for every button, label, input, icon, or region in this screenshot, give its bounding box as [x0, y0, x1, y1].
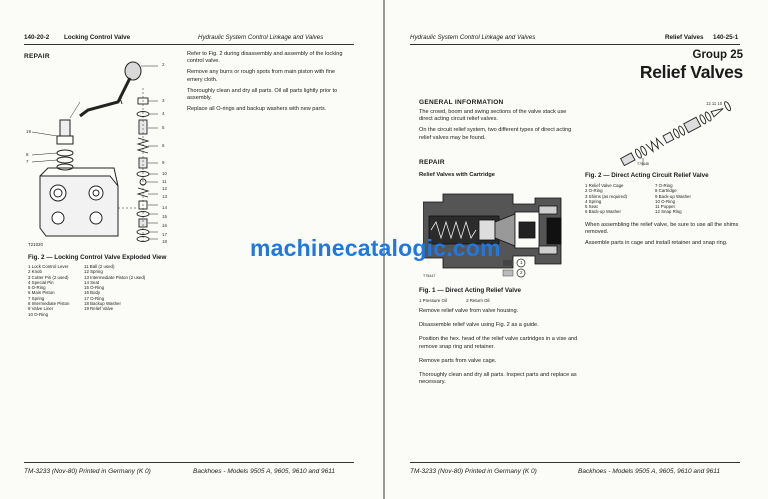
general-paragraph: On the circuit relief system, two different types of direct acting relief valves may be found. [419, 127, 572, 141]
locking-valve-exploded-drawing [30, 58, 180, 248]
relief-valve-parts-drawing [613, 100, 738, 166]
legend-item: 8 Intermediate Piston [28, 301, 70, 307]
legend-item: 19 Relief Valve [84, 306, 114, 312]
legend-item: 12 Snap Ring [655, 209, 682, 215]
callout-18: 18 [162, 239, 168, 244]
group-label: Group 25 [692, 49, 743, 61]
callout-5: 5 [162, 125, 165, 130]
legend-item: 1 Pressure Oil [419, 298, 447, 303]
legend-item: 3 Shims (as required) [585, 193, 627, 199]
callout-12: 12 [162, 186, 168, 191]
right-page-number: 140-25-1 [713, 34, 739, 41]
callout-3: 3 [162, 98, 165, 103]
legend-item: 9 Valve Liner [28, 306, 54, 312]
left-repair-heading: REPAIR [24, 53, 50, 60]
legend-item: 6 Main Piston [28, 290, 55, 296]
watermark-text: machinecatalogic.com [250, 235, 501, 261]
repair-step: Thoroughly clean and dry all parts. Inspect parts and replace as necessary. [419, 372, 577, 386]
fig1-legend [419, 298, 490, 303]
right-header-rule [410, 44, 740, 45]
callout-2: 2 [162, 62, 165, 67]
left-header-rule [24, 44, 354, 45]
repair-step: Position the hex. head of the relief valve cartridges in a vise and remove snap ring and retainer. [419, 336, 578, 350]
legend-item: 8 Cartridge [655, 188, 677, 194]
legend-column-1 [28, 264, 80, 317]
fig2-legend [585, 183, 725, 215]
legend-item: 17 O-Ring [84, 295, 105, 301]
legend-item: 4 Special Pin [28, 279, 54, 285]
legend-item: 11 Ball (2 used) [84, 264, 115, 269]
left-footer: TM-3233 (Nov-80) Printed in Germany (K 0) [24, 468, 151, 475]
left-figure-code: T21020 [28, 242, 43, 247]
assembly-paragraph: When assembling the relief valve, be sure to use all the shims removed. [585, 222, 739, 236]
legend-item: 1 Lock Control Lever [28, 264, 69, 269]
callout-7: 7 [26, 159, 29, 164]
left-instructions [187, 51, 352, 113]
legend-item: 15 O-Ring [84, 285, 105, 291]
right-page-header-title: Relief Valves [665, 34, 704, 41]
instruction-paragraph: Remove any burrs or rough spots from main piston with fine emery cloth. [187, 69, 335, 83]
repair-step: Remove relief valve from valve housing. [419, 308, 519, 314]
fig1-caption: Fig. 1 — Direct Acting Relief Valve [419, 287, 521, 294]
callout-15: 15 [162, 214, 168, 219]
general-info-heading: GENERAL INFORMATION [419, 99, 504, 106]
legend-item: 2 Knob [28, 269, 42, 275]
left-footer-models: Backhoes - Models 9505 A, 9605, 9610 and 9611 [193, 468, 336, 475]
legend-column-2 [655, 183, 725, 215]
right-footer-rule [410, 462, 740, 463]
callout-11: 11 [162, 179, 167, 184]
direct-acting-relief-valve-drawing [423, 184, 563, 279]
legend-item: 7 O-Ring [655, 183, 673, 188]
callout-16: 16 [162, 223, 168, 228]
callout-10: 10 [162, 171, 168, 176]
legend-column-1 [585, 183, 651, 215]
instruction-paragraph: Replace all O-rings and backup washers with new parts. [187, 106, 327, 113]
fig2-callout: 12 [706, 101, 711, 106]
right-footer: TM-3233 (Nov-80) Printed in Germany (K 0) [410, 468, 537, 475]
fig1-marker-1: 1 [520, 260, 523, 265]
left-footer-rule [24, 462, 354, 463]
callout-9: 9 [162, 160, 165, 165]
right-repair-heading: REPAIR [419, 159, 445, 166]
general-paragraph: The crowd, boom and swing sections of the valve stack use direct acting circuit relief valves. [419, 109, 567, 123]
fig1-marker-2: 2 [520, 270, 523, 275]
callout-4: 4 [162, 111, 165, 116]
right-footer-models: Backhoes - Models 9505 A, 9605, 9610 and 9611 [578, 468, 721, 475]
callout-14: 14 [162, 205, 168, 210]
assembly-notes [585, 222, 743, 248]
instruction-paragraph: Refer to Fig. 2 during disassembly and assembly of the locking control valve. [187, 51, 343, 65]
legend-item: 16 Body [84, 290, 101, 296]
fig2-callout-numbers [706, 101, 722, 106]
fig2-code: T75448 [637, 162, 649, 166]
legend-item: 18 Backup Washer [84, 301, 121, 307]
legend-item: 1 Relief Valve Cage [585, 183, 624, 188]
legend-item: 3 Cotter Pin (2 used) [28, 274, 69, 280]
legend-item: 5 Seat [585, 204, 598, 210]
legend-item: 9 Back-up Washer [655, 193, 691, 199]
legend-item: 5 O-Ring [28, 285, 46, 291]
left-figure-caption: Fig. 2 — Locking Control Valve Exploded View [28, 254, 167, 261]
callout-6: 6 [162, 143, 165, 148]
callout-1: 1 [120, 95, 123, 100]
legend-item: 6 Back-up Washer [585, 209, 621, 215]
legend-item: 2 O-Ring [585, 188, 603, 194]
legend-item: 14 Seat [84, 279, 100, 285]
repair-steps [419, 308, 579, 386]
left-figure-legend [28, 264, 184, 317]
callout-19: 19 [26, 129, 32, 134]
left-page-header-title: Locking Control Valve [64, 34, 131, 41]
general-info-text [419, 109, 577, 142]
legend-item: 7 Spring [28, 295, 45, 301]
page-title: Relief Valves [639, 62, 743, 82]
assembly-paragraph: Assemble parts in cage and install retainer and snap ring. [585, 240, 728, 247]
repair-step: Remove parts from valve cage. [419, 357, 497, 364]
legend-item: 11 Poppet [655, 204, 675, 210]
legend-item: 2 Return Oil [466, 298, 490, 303]
fig1-code: T75447 [423, 274, 436, 278]
left-page-number: 140-20-2 [24, 34, 50, 41]
legend-column-2 [84, 264, 184, 317]
legend-item: 4 Spring [585, 198, 602, 204]
instruction-paragraph: Thoroughly clean and dry all parts. Oil all parts lightly prior to assembly. [187, 87, 338, 102]
subsection-heading: Relief Valves with Cartridge [419, 172, 496, 178]
left-page-header-section: Hydraulic System Control Linkage and Valves [198, 34, 324, 41]
legend-item: 12 Spring [84, 269, 103, 275]
legend-item: 10 O-Ring [28, 311, 49, 317]
fig2-callout: 10 [717, 101, 723, 106]
callout-17: 17 [162, 232, 168, 237]
fig2-callout: 11 [711, 101, 717, 106]
callout-8: 8 [26, 152, 29, 157]
right-page-header-section: Hydraulic System Control Linkage and Valves [410, 34, 536, 41]
legend-item: 13 Intermediate Piston (2 used) [84, 274, 146, 280]
legend-item: 10 O-Ring [655, 198, 676, 204]
callout-13: 13 [162, 194, 168, 199]
repair-step: Disassemble relief valve using Fig. 2 as a guide. [419, 322, 539, 329]
fig2-caption: Fig. 2 — Direct Acting Circuit Relief Valve [585, 172, 709, 179]
